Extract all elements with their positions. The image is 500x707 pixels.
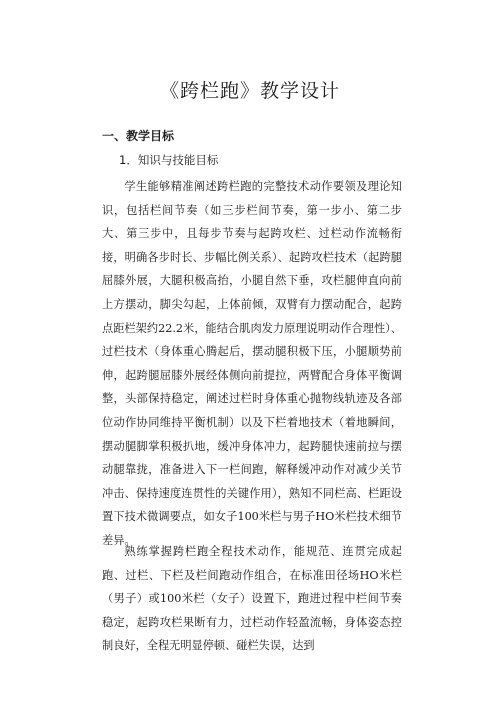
body-paragraph: 学生能够精准阐述跨栏跑的完整技术动作要领及理论知识，包括栏间节奏（如三步栏间节奏，第一步小、第二步大、第三步中，且每步节奏与起跨攻栏、过栏动作流畅衔接，明确各步时长、步幅比例关系）、起跨攻栏技术（起跨腿屈膝外展，大腿积极高抬，小腿自然下垂，攻栏腿伸直向前上方摆动，脚尖勾起，上体前倾，双臂有力摆动配合，起跨点距栏架约22.2米，能结合肌肉发力原理说明动作合理性）、过栏技术（身体重心腾起后，摆动腿积极下压，小腿顺势前伸，起跨腿屈膝外展经体侧向前提拉，两臂配合身体平衡调整，头部保持稳定，阐述过栏时身体重心抛物线轨迹及各部位动作协同维持平衡机制）以及下栏着地技术（着地瞬间，摆动腿脚掌积极扒地，缓冲身体冲力，起跨腿快速前拉与摆动腿靠拢，准备进入下一栏间跑，解释缓冲动作对减少关节冲击、保持速度连贯性的关键作用），熟知不同栏高、栏距设置下技术微调要点，如女子100米栏与男子HO米栏技术细节差异。 [102, 180, 402, 547]
body-paragraph: 熟练掌握跨栏跑全程技术动作，能规范、连贯完成起跑、过栏、下栏及栏间跑动作组合，在标准田径场HO米栏（男子）或100米栏（女子）设置下，跑进过程中栏间节奏稳定，起跨攻栏果断有力，过栏动作轻盈流畅，身体姿态控制良好，全程无明显停顿、碰栏失误，达到 [102, 545, 402, 653]
subsection-heading: 1．知识与技能目标 [119, 153, 219, 167]
document-title: 《跨栏跑》教学设计 [159, 80, 340, 102]
section-heading: 一、教学目标 [102, 129, 175, 143]
